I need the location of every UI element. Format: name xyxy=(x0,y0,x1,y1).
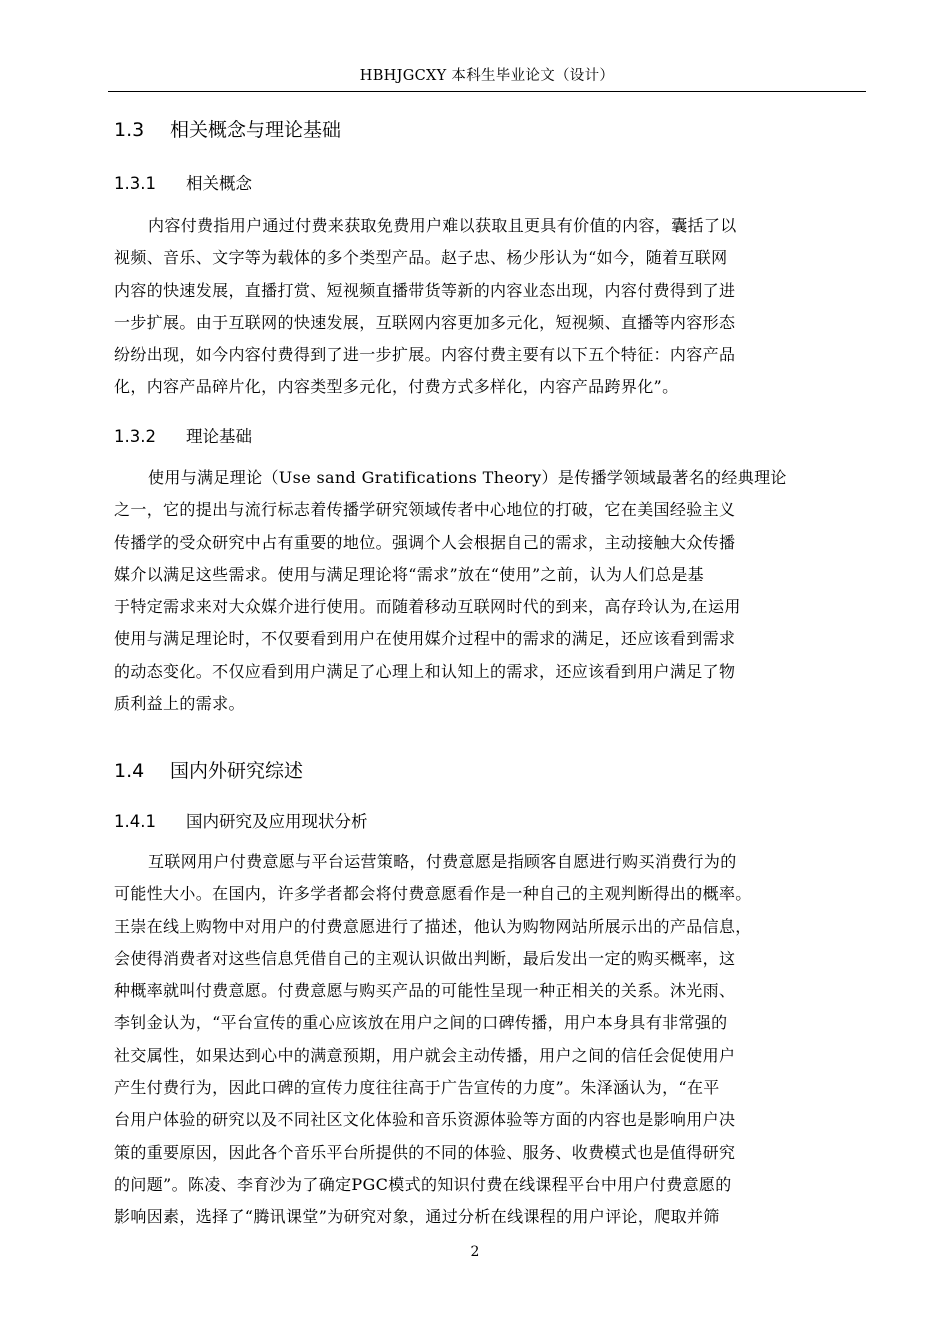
text-line: 使用与满足理论时，不仅要看到用户在使用媒介过程中的需求的满足，还应该看到需求 xyxy=(114,629,736,649)
running-header: HBHJGCXY 本科生毕业论文（设计） xyxy=(359,68,615,84)
text-line: 产生付费行为，因此口碑的宣传力度往往高于广告宣传的力度”。朱泽涵认为，“在平 xyxy=(114,1078,720,1098)
text-line: 媒介以满足这些需求。使用与满足理论将“需求”放在“使用”之前，认为人们总是基 xyxy=(114,564,705,584)
section-heading-1-4 xyxy=(114,758,303,784)
subsection-title: 国内研究及应用现状分析 xyxy=(186,812,368,831)
text-line: 可能性大小。在国内，许多学者都会将付费意愿看作是一种自己的主观判断得出的概率。 xyxy=(114,884,752,904)
subsection-title: 理论基础 xyxy=(186,427,252,446)
text-line: 策的重要原因，因此各个音乐平台所提供的不同的体验、服务、收费模式也是值得研究 xyxy=(114,1142,736,1162)
header-rule xyxy=(108,91,866,92)
section-title: 国内外研究综述 xyxy=(170,760,304,782)
text-line: 的动态变化。不仅应看到用户满足了心理上和认知上的需求，还应该看到用户满足了物 xyxy=(114,661,736,681)
text-line: 王崇在线上购物中对用户的付费意愿进行了描述，他认为购物网站所展示出的产品信息， xyxy=(114,916,752,936)
text-line: 传播学的受众研究中占有重要的地位。强调个人会根据自己的需求，主动接触大众传播 xyxy=(114,532,736,552)
subsection-number: 1.4.1 xyxy=(114,812,156,831)
paragraph-theoretical-basis xyxy=(114,462,866,720)
text-line: 台用户体验的研究以及不同社区文化体验和音乐资源体验等方面的内容也是影响用户决 xyxy=(114,1110,736,1130)
section-heading-1-3 xyxy=(114,117,341,143)
subsection-number: 1.3.1 xyxy=(114,174,156,193)
paragraph-domestic-research xyxy=(114,846,866,1234)
text-line: 使用与满足理论（Use sand Gratifications Theory）是传播学领域最著名的经典理论 xyxy=(148,468,787,487)
text-line: 一步扩展。由于互联网的快速发展，互联网内容更加多元化，短视频、直播等内容形态 xyxy=(114,312,736,332)
text-line: 种概率就叫付费意愿。付费意愿与购买产品的可能性呈现一种正相关的关系。沐光雨、 xyxy=(114,981,736,1001)
text-line: 互联网用户付费意愿与平台运营策略，付费意愿是指顾客自愿进行购买消费行为的 xyxy=(148,852,737,871)
text-line: 纷纷出现，如今内容付费得到了进一步扩展。内容付费主要有以下五个特征：内容产品 xyxy=(114,345,736,365)
page-number: 2 xyxy=(470,1244,480,1260)
text-line: 社交属性，如果达到心中的满意预期，用户就会主动传播，用户之间的信任会促使用户 xyxy=(114,1045,736,1065)
text-line: 内容的快速发展，直播打赏、短视频直播带货等新的内容业态出现，内容付费得到了进 xyxy=(114,280,736,300)
section-title: 相关概念与理论基础 xyxy=(170,119,342,141)
text-line: 化，内容产品碎片化，内容类型多元化，付费方式多样化，内容产品跨界化”。 xyxy=(114,377,679,397)
text-line: 质利益上的需求。 xyxy=(114,694,245,714)
subsection-title: 相关概念 xyxy=(186,174,252,193)
paragraph-related-concepts xyxy=(114,210,866,404)
text-line: 的问题”。陈凌、李育沙为了确定PGC模式的知识付费在线课程平台中用户付费意愿的 xyxy=(114,1174,732,1194)
section-number: 1.4 xyxy=(114,760,145,782)
text-line: 影响因素，选择了“腾讯课堂”为研究对象，通过分析在线课程的用户评论，爬取并筛 xyxy=(114,1207,720,1227)
subsection-heading-1-3-1 xyxy=(114,172,252,196)
text-line: 视频、音乐、文字等为载体的多个类型产品。赵子忠、杨少彤认为“如今，随着互联网 xyxy=(114,248,728,268)
subsection-number: 1.3.2 xyxy=(114,427,156,446)
text-line: 于特定需求来对大众媒介进行使用。而随着移动互联网时代的到来，高存玲认为,在运用 xyxy=(114,597,741,617)
subsection-heading-1-3-2 xyxy=(114,425,252,449)
text-line: 之一，它的提出与流行标志着传播学研究领域传者中心地位的打破，它在美国经验主义 xyxy=(114,500,736,520)
text-line: 李钊金认为，“平台宣传的重心应该放在用户之间的口碑传播，用户本身具有非常强的 xyxy=(114,1013,728,1033)
subsection-heading-1-4-1 xyxy=(114,810,368,834)
text-line: 会使得消费者对这些信息凭借自己的主观认识做出判断，最后发出一定的购买概率，这 xyxy=(114,948,736,968)
section-number: 1.3 xyxy=(114,119,145,141)
text-line: 内容付费指用户通过付费来获取免费用户难以获取且更具有价值的内容，囊括了以 xyxy=(148,216,737,235)
